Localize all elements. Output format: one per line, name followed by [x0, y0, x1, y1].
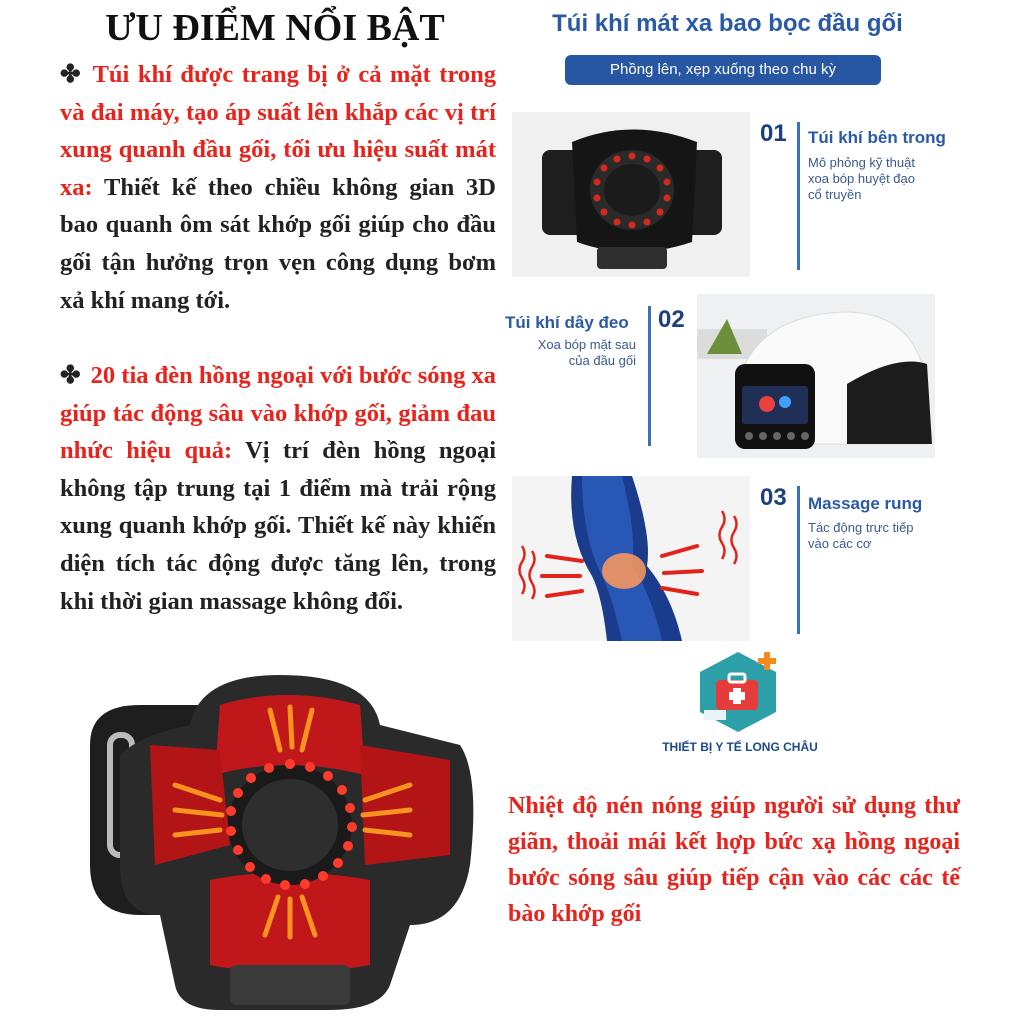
feature-paragraph-airbags	[60, 56, 496, 319]
divider-line	[797, 486, 800, 634]
page-title: ƯU ĐIỂM NỔI BẬT	[105, 7, 445, 49]
infographic-subtitle-badge: Phồng lên, xẹp xuống theo chu kỳ	[565, 55, 881, 85]
divider-line	[648, 306, 651, 446]
bullet-icon: ✤	[60, 362, 81, 389]
feature-description: Xoa bóp mặt sau của đầu gối	[537, 337, 636, 368]
feature-title: Túi khí dây đeo	[505, 313, 629, 332]
feature-number: 02	[658, 306, 685, 333]
heat-therapy-paragraph: Nhiệt độ nén nóng giúp người sử dụng thư giãn, thoải mái kết hợp bức xạ hồng ngoại bước sóng sâu giúp tiếp cận vào các các tế bào khớp gối	[508, 793, 960, 927]
bullet-icon: ✤	[60, 61, 81, 88]
feature-number: 01	[760, 120, 787, 147]
feature-description: Mô phỏng kỹ thuật xoa bóp huyệt đạo cổ truyền	[808, 155, 915, 202]
inner-airbag-photo	[512, 112, 750, 277]
feature-highlight: 20 tia đèn hồng ngoại với bước sóng xa giúp tác động sâu vào khớp gối, giảm đau nhức hiệu quả:	[60, 362, 497, 465]
feature-paragraph-infrared	[60, 357, 496, 620]
feature-body: Vị trí đèn hồng ngoại không tập trung tại 1 điểm mà trải rộng xung quanh khớp gối. Thiết kế này khiến diện tích tác động được tăng lên, trong khi thời gian massage không đổi.	[60, 437, 497, 615]
feature-title: Massage rung	[808, 494, 923, 513]
divider-line	[797, 122, 800, 270]
brand-logo-text: THIẾT BỊ Y TẾ LONG CHÂU	[662, 740, 818, 754]
feature-body: Thiết kế theo chiều không gian 3D bao quanh ôm sát khớp gối giúp cho đầu gối tận hưởng trọn vẹn công dụng bơm xả khí mang tới.	[60, 173, 496, 314]
feature-number: 03	[760, 484, 787, 511]
feature-description: Tác động trực tiếp vào các cơ	[808, 520, 914, 551]
vibration-massage-photo	[512, 476, 750, 641]
feature-highlight: Túi khí được trang bị ở cả mặt trong và đai máy, tạo áp suất lên khắp các vị trí xung quanh đầu gối, tối ưu hiệu suất mát xa:	[60, 61, 496, 201]
strap-airbag-photo	[697, 294, 935, 458]
feature-title: Túi khí bên trong	[808, 128, 946, 147]
knee-massager-device-image	[80, 665, 490, 1020]
medical-kit-logo-icon	[696, 650, 780, 734]
infographic-title: Túi khí mát xa bao bọc đầu gối	[552, 10, 903, 37]
